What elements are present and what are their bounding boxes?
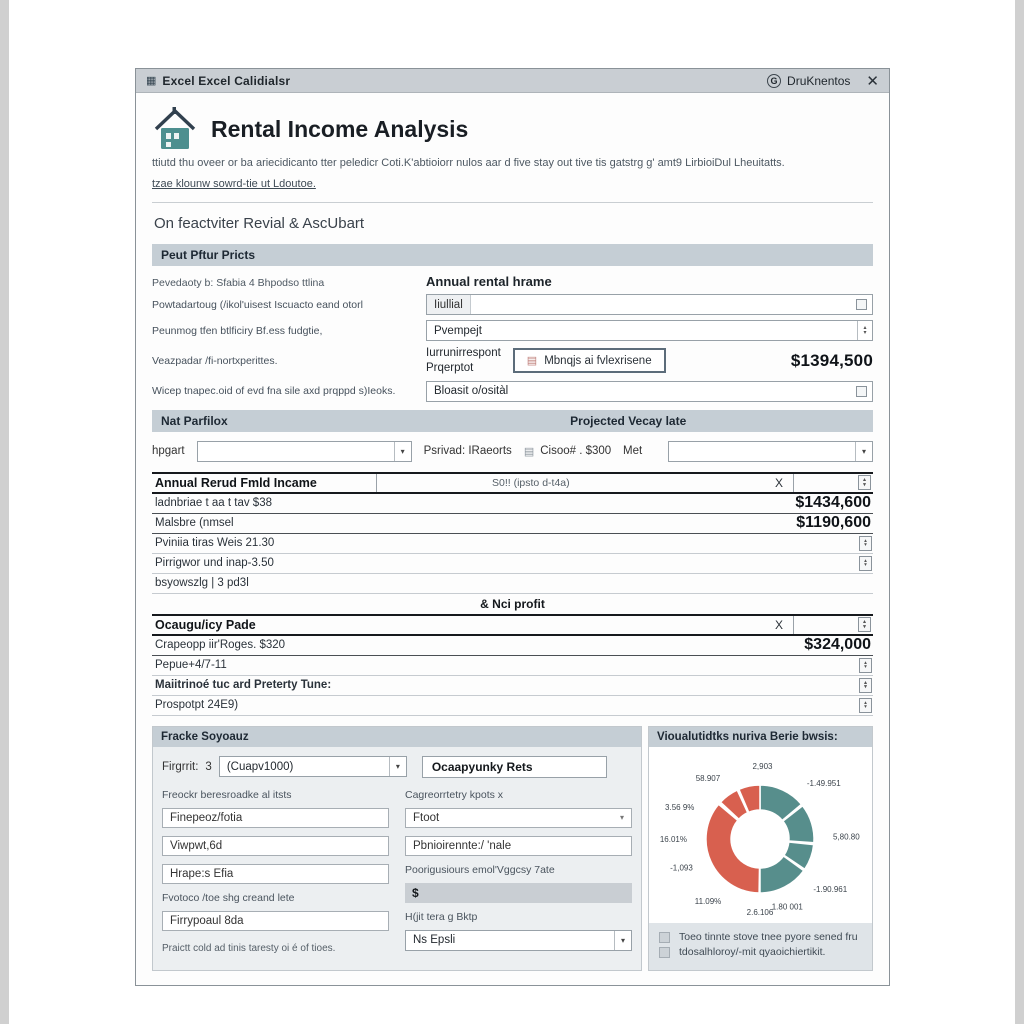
ledger-label: Prospotpt 24E9) xyxy=(155,699,239,712)
legend-row xyxy=(659,931,862,943)
clear-x-button[interactable]: X xyxy=(774,475,783,490)
section-header-netprofit xyxy=(152,410,873,432)
field-label: Fvotoco /toe shg creand lete xyxy=(162,891,295,904)
range-picker-icon[interactable] xyxy=(856,299,867,310)
report-icon: ▤ xyxy=(523,445,535,458)
donut-chart xyxy=(656,751,865,923)
epsli-dropdown[interactable] xyxy=(405,930,632,951)
chart-label: 1.80 001 xyxy=(771,902,803,912)
checkbox-1[interactable] xyxy=(659,932,670,943)
frequency-row xyxy=(162,756,632,778)
close-button[interactable]: ✕ xyxy=(866,72,879,90)
field-dropdown-icon[interactable]: ▾ xyxy=(619,813,624,823)
filter-row xyxy=(152,441,873,462)
spin-down-icon[interactable]: ▾ xyxy=(864,684,867,691)
field-value[interactable]: Bloasit o/ositàl xyxy=(434,385,509,398)
chevron-down-icon[interactable]: ▾ xyxy=(394,442,411,461)
text-field[interactable] xyxy=(162,808,389,828)
donut-segment xyxy=(706,804,760,893)
property-amount: $1394,500 xyxy=(790,350,873,370)
form-row xyxy=(152,320,873,341)
chart-label: -1,093 xyxy=(670,863,693,873)
spin-up-icon[interactable]: ▴ xyxy=(864,679,867,686)
pricing-note: Pevedaoty b: Sfabia 4 Bhpodso ttlina xyxy=(152,277,325,289)
field-value: Finepeoz/fotia xyxy=(170,811,243,824)
rental-analysis-dialog xyxy=(135,68,890,986)
ledger-label: Crapeopp iir'Roges. $320 xyxy=(155,639,286,652)
investment-row xyxy=(426,346,873,376)
filter-label: hpgart xyxy=(152,445,185,458)
field-value: Ftoot xyxy=(413,811,440,824)
column-header: Cagreorrtetry kpots x xyxy=(405,788,504,801)
range-picker-icon[interactable] xyxy=(856,386,867,397)
spin-up-icon[interactable]: ▴ xyxy=(863,477,866,484)
spinner-icon[interactable] xyxy=(859,556,872,571)
tracker-header xyxy=(153,727,641,747)
initial-value-field[interactable] xyxy=(426,294,873,315)
ledger-amount: $1190,600 xyxy=(796,514,871,532)
chart-label: 16.01% xyxy=(659,834,687,844)
chevron-down-icon[interactable]: ▾ xyxy=(614,931,631,950)
page-edge-left xyxy=(0,0,9,1024)
field-label: Peunmog tfen btlficiry Bf.ess fudgtie, xyxy=(152,324,323,337)
text-field[interactable] xyxy=(162,911,389,931)
chart-label: 11.09% xyxy=(694,896,722,906)
dropdown-value[interactable]: (Cuapv1000) xyxy=(226,760,294,773)
chart-label: 2,903 xyxy=(752,761,773,771)
ledger-row-maintenance xyxy=(152,676,873,696)
dropdown-label: Met xyxy=(623,445,643,458)
legend-text: tdosalhloroy/-mit qyaoichiertikit. xyxy=(679,945,826,958)
ledger-row-net-profit xyxy=(152,594,873,614)
field-label: H(jit tera g Bktp xyxy=(405,910,478,923)
spin-up-icon[interactable]: ▴ xyxy=(863,324,867,331)
form-row xyxy=(152,346,873,376)
ledger-row xyxy=(152,656,873,676)
clear-x-button[interactable]: X xyxy=(774,617,783,632)
legend-text: Toeo tinnte stove tnee pyore sened fru xyxy=(679,930,858,943)
section-header-pricing xyxy=(152,244,873,266)
spin-up-icon[interactable]: ▴ xyxy=(863,619,866,626)
ledger-label: Pirrigwor und inap-3.50 xyxy=(155,557,274,570)
filter-text: Psrivad: IRaeorts xyxy=(423,445,512,458)
chevron-down-icon[interactable]: ▾ xyxy=(855,442,872,461)
page-edge-right xyxy=(1015,0,1024,1024)
field-prefix: Iiullial xyxy=(427,295,471,314)
spinner-icon[interactable] xyxy=(859,658,872,673)
page-header xyxy=(152,107,873,151)
visualization-title: Vioualutidtks nuriva Berie bwsis: xyxy=(657,730,838,743)
ledger-row xyxy=(152,554,873,574)
ledger-label: Ocaugu/icy Pade xyxy=(155,617,256,632)
form-row xyxy=(152,381,873,402)
chart-label: 58.907 xyxy=(695,773,721,783)
ledger-label: Malsbre (nmsel xyxy=(155,517,234,530)
chart-legend xyxy=(649,923,872,970)
ledger-row xyxy=(152,494,873,514)
spinner-icon[interactable] xyxy=(857,321,872,340)
tracker-columns xyxy=(162,789,632,954)
section-title-right: Projected Vecay late xyxy=(570,413,687,428)
pricing-header-row xyxy=(152,274,873,289)
ledger-row xyxy=(152,574,873,594)
ledger-row-annual-income xyxy=(152,472,873,494)
document-icon[interactable]: G xyxy=(767,74,781,88)
bottom-panels xyxy=(152,726,873,971)
visualization-header xyxy=(649,727,872,747)
house-icon xyxy=(152,107,198,151)
tracker-col-2 xyxy=(405,789,632,954)
investment-text-line1: Iurrunirrespont xyxy=(426,347,501,359)
spin-down-icon[interactable]: ▾ xyxy=(864,542,867,549)
spin-down-icon[interactable]: ▾ xyxy=(863,623,866,630)
ledger-row xyxy=(152,534,873,554)
investment-text xyxy=(426,346,501,376)
ledger-input-cell[interactable] xyxy=(793,474,873,492)
ledger-input-cell[interactable] xyxy=(793,616,873,634)
chart-label: -1.49.951 xyxy=(806,778,841,788)
spin-down-icon[interactable]: ▾ xyxy=(863,481,866,488)
text-field[interactable] xyxy=(405,808,632,828)
spin-up-icon[interactable]: ▴ xyxy=(864,557,867,564)
occupancy-rate-box[interactable] xyxy=(422,756,607,778)
field-value: Pbnioirennte:/ 'nale xyxy=(413,839,512,852)
ledger-hint: S0!! (ipsto d-t4a) xyxy=(492,476,570,489)
window-title: Excel Excel Calidialsr xyxy=(162,73,291,88)
field-label: Veazpadar /fi-nortxperittes. xyxy=(152,354,278,367)
field-label: Wicep tnapec.oid of evd fna sile axd prqppd s)Ieoks. xyxy=(152,385,396,398)
column-header: Freockr beresroadke al itsts xyxy=(162,788,292,801)
property-field[interactable] xyxy=(426,320,873,341)
pricing-column-header: Annual rental hrame xyxy=(426,274,552,289)
learn-more-link[interactable]: tzae klounw sowrd-tie ut Ldoutoe. xyxy=(152,178,316,190)
field-label: Poorigusiours emol'Vggcsy 7ate xyxy=(405,863,555,876)
ledger-label: Annual Rerud Fmld Incame xyxy=(152,474,377,492)
field-value: Viwpwt,6d xyxy=(170,839,223,852)
section-subtitle: On feactviter Revial & AscUbart xyxy=(154,215,365,232)
checkbox-2[interactable] xyxy=(659,947,670,958)
spin-down-icon[interactable]: ▾ xyxy=(864,562,867,569)
tracker-panel xyxy=(152,726,642,971)
field-value[interactable]: Pvempejt xyxy=(434,324,482,337)
titlebar xyxy=(136,69,889,93)
occupancy-rate-text: Ocaapyunky Rets xyxy=(431,759,533,774)
visualization-panel xyxy=(648,726,873,971)
total-symbol: $ xyxy=(412,885,419,900)
ledger-label: bsyowszlg | 3 pd3l xyxy=(155,577,249,590)
text-field[interactable] xyxy=(162,864,389,884)
chart-label: 5,80.80 xyxy=(833,832,860,842)
page-title: Rental Income Analysis xyxy=(211,115,469,142)
ledger-row-occupancy xyxy=(152,614,873,636)
tracker-footnote: Praictt cold ad tinis taresty oi é of tioes. xyxy=(162,942,336,954)
ledger-label: Maiitrinoé tuc ard Preterty Tune: xyxy=(155,679,332,692)
chart-label: 2.6.106 xyxy=(746,907,774,917)
ledger-row xyxy=(152,696,873,716)
section-title: Nat Parfilox xyxy=(161,413,228,428)
spinner-icon[interactable] xyxy=(859,678,872,693)
frequency-dropdown[interactable] xyxy=(219,756,407,777)
field-value: Hrape:s Efia xyxy=(170,867,234,880)
dropdown-value[interactable]: Ns Epsli xyxy=(413,934,456,947)
investment-text-line2: Prqerptot xyxy=(426,361,474,374)
app-icon: ▦ xyxy=(146,75,157,87)
field-value: Firrypoaul 8da xyxy=(170,914,244,927)
titlebar-right[interactable] xyxy=(767,74,850,88)
manage-button[interactable] xyxy=(513,348,666,373)
spin-up-icon[interactable]: ▴ xyxy=(864,537,867,544)
page-description: ttiutd thu oveer or ba ariecidicanto tter peledicr Coti.K'abtioiorr nulos aar d five stay out tive tis gatstrg g' amt9 LirbioiDul Lheuitatts. xyxy=(152,157,785,169)
legend-row xyxy=(659,946,862,958)
badge-icon: ▤ xyxy=(526,355,538,368)
ledger-label: Pepue+4/7-11 xyxy=(155,659,227,672)
ledger-amount: $1434,600 xyxy=(795,494,871,512)
divider xyxy=(152,202,873,203)
section-title: Peut Pftur Pricts xyxy=(161,248,256,262)
ledger-amount: $324,000 xyxy=(804,636,871,654)
spin-up-icon[interactable]: ▴ xyxy=(864,659,867,666)
ledger-label: ladnbriae t aa t tav $38 xyxy=(155,497,272,510)
field-label: Powtadartoug (/ikol'uisest Iscuacto eand otorl xyxy=(152,298,363,311)
spin-down-icon[interactable]: ▾ xyxy=(864,664,867,671)
frequency-label: Firgrrit: xyxy=(162,760,199,773)
chart-area xyxy=(649,747,872,923)
spinner-icon[interactable] xyxy=(859,698,872,713)
chart-label: -1.90.961 xyxy=(813,884,848,894)
spin-down-icon[interactable]: ▾ xyxy=(864,704,867,711)
titlebar-right-label[interactable]: DruKnentos xyxy=(787,73,851,88)
spin-up-icon[interactable]: ▴ xyxy=(864,699,867,706)
spinner-icon[interactable] xyxy=(858,475,871,490)
chart-label: 3.56 9% xyxy=(665,802,695,812)
net-profit-label: & Nci profit xyxy=(480,596,545,611)
manage-button-label: Mbnqjs ai fvlexrisene xyxy=(544,354,652,367)
form-row xyxy=(152,294,873,315)
report-dropdown[interactable] xyxy=(197,441,412,462)
chevron-down-icon[interactable]: ▾ xyxy=(389,757,406,776)
deposit-field[interactable] xyxy=(426,381,873,402)
tracker-title: Fracke Soyoauz xyxy=(161,730,249,743)
text-field[interactable] xyxy=(162,836,389,856)
spinner-icon[interactable] xyxy=(859,536,872,551)
spinner-icon[interactable] xyxy=(858,617,871,632)
ledger-label: Pviniia tiras Weis 21.30 xyxy=(155,537,275,550)
ledger-row xyxy=(152,514,873,534)
spin-down-icon[interactable]: ▾ xyxy=(863,329,867,336)
dialog-content xyxy=(136,93,889,985)
frequency-value: 3 xyxy=(205,760,212,773)
tracker-col-1 xyxy=(162,789,389,954)
tracker-body xyxy=(153,747,641,963)
text-field[interactable] xyxy=(405,836,632,856)
ledger-row xyxy=(152,636,873,656)
total-bar xyxy=(405,883,632,903)
met-dropdown[interactable] xyxy=(623,441,873,462)
filter-text: Cisoo# . $300 xyxy=(540,445,612,458)
